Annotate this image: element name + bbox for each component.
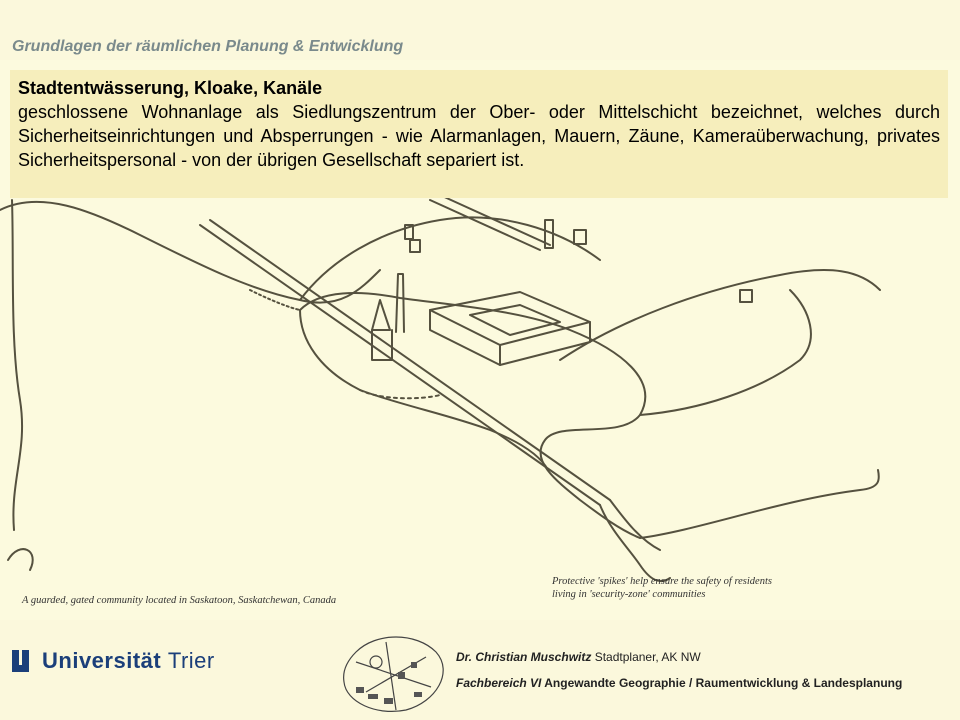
caption-right-line2: living in 'security-zone' communities <box>552 589 706 600</box>
department-name: Angewandte Geographie / Raumentwicklung & Landesplanung <box>544 676 903 690</box>
caption-left: A guarded, gated community located in Saskatoon, Saskatchewan, Canada <box>22 595 337 606</box>
department-prefix: Fachbereich VI <box>456 676 542 690</box>
city-map-icon <box>336 632 454 716</box>
university-logo-icon <box>12 650 34 672</box>
definition-textbox <box>10 70 948 198</box>
logo-text-thin: Trier <box>167 648 215 673</box>
caption-right-line1: Protective 'spikes' help ensure the safety of residents <box>552 576 772 587</box>
department-line <box>456 676 902 690</box>
university-logo <box>12 646 215 676</box>
logo-text-bold: Universität <box>42 648 162 673</box>
page-header-title: Grundlagen der räumlichen Planung & Entwicklung <box>12 38 404 55</box>
caption-right <box>552 575 772 601</box>
definition-heading: Stadtentwässerung, Kloake, Kanäle <box>18 78 323 98</box>
author-role: Stadtplaner, AK NW <box>594 650 701 664</box>
definition-body: geschlossene Wohnanlage als Siedlungszentrum der Ober- oder Mittelschicht bezeichnet, welches durch Sicherheitseinrichtungen und Absperrungen - wie Alarmanlagen, Mauern, Zäune, Kameraüberwachung, privates Sicherheitspersonal - von der übrigen Gesellschaft separiert ist. <box>18 102 940 170</box>
author-name: Dr. Christian Muschwitz <box>456 650 592 664</box>
university-logo-text <box>42 648 215 674</box>
author-line <box>456 650 701 664</box>
